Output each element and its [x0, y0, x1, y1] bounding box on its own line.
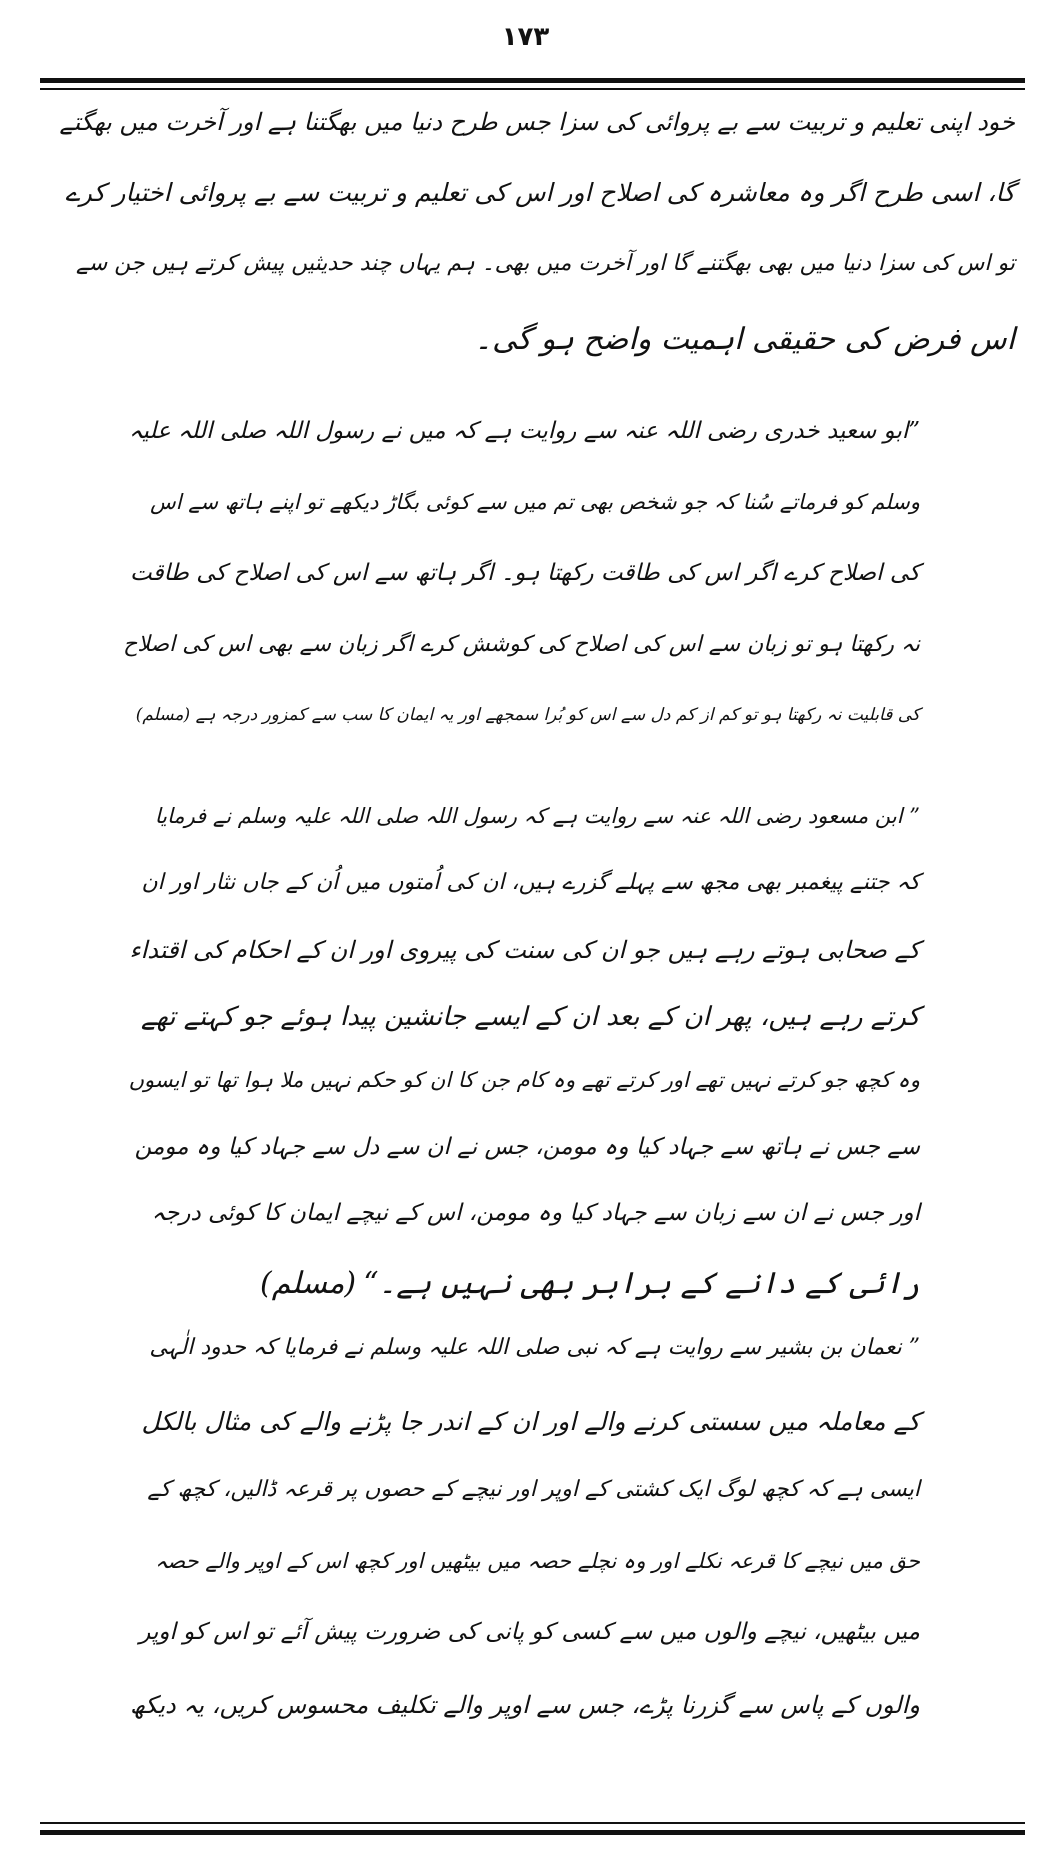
hadith-1-line-1: ”ابو سعید خدری رضی اللہ عنہ سے روایت ہے کہ میں نے رسول اللہ صلی اللہ علیہ — [128, 418, 920, 444]
hadith-2-line-2: کہ جتنے پیغمبر بھی مجھ سے پہلے گزرے ہیں، ان کی اُمتوں میں اُن کے جاں نثار اور ان — [141, 870, 920, 895]
page-number: ۱۷۳ — [501, 22, 550, 52]
hadith-2-line-8: رائی کے دانے کے برابر بھی نہیں ہے۔“ — [363, 1266, 920, 1301]
hadith-1-line-2: وسلم کو فرماتے سُنا کہ جو شخص بھی تم میں سے کوئی بگاڑ دیکھے تو اپنے ہاتھ سے اس — [150, 490, 920, 514]
header-rule-thick — [40, 78, 1025, 83]
hadith-3-line-3: ایسی ہے کہ کچھ لوگ ایک کشتی کے اوپر اور نیچے کے حصوں پر قرعہ ڈالیں، کچھ کے — [147, 1477, 920, 1502]
hadith-2-line-6: سے جس نے ہاتھ سے جہاد کیا وہ مومن، جس نے ان سے دل سے جہاد کیا وہ مومن — [134, 1134, 920, 1160]
hadith-3-line-5: میں بیٹھیں، نیچے والوں میں سے کسی کو پانی کی ضرورت پیش آئے تو اس کو اوپر — [139, 1619, 920, 1645]
intro-line-1: خود اپنی تعلیم و تربیت سے بے پروائی کی سزا جس طرح دنیا میں بھگتنا ہے اور آخرت میں بھگتے — [59, 108, 1015, 136]
hadith-2-line-4: کرتے رہے ہیں، پھر ان کے بعد ان کے ایسے جانشین پیدا ہوئے جو کہتے تھے — [141, 1002, 920, 1032]
footer-rule-thick — [40, 1830, 1025, 1835]
hadith-1-line-3: کی اصلاح کرے اگر اس کی طاقت رکھتا ہو۔ اگر ہاتھ سے اس کی اصلاح کی طاقت — [130, 560, 920, 586]
hadith-3-line-6: والوں کے پاس سے گزرنا پڑے، جس سے اوپر والے تکلیف محسوس کریں، یہ دیکھ — [129, 1691, 920, 1719]
hadith-2-citation: (مسلم) — [260, 1266, 357, 1301]
hadith-1-line-5: کی قابلیت نہ رکھتا ہو تو کم از کم دل سے اس کو بُرا سمجھے اور یہ ایمان کا سب سے کمزور درجہ ہے (مسلم) — [135, 705, 920, 725]
hadith-3-line-4: حق میں نیچے کا قرعہ نکلے اور وہ نچلے حصہ میں بیٹھیں اور کچھ اس کے اوپر والے حصہ — [155, 1549, 920, 1573]
hadith-1-line-4: نہ رکھتا ہو تو زبان سے اس کی اصلاح کی کوشش کرے اگر زبان سے بھی اس کی اصلاح — [123, 632, 920, 657]
intro-line-2: گا، اسی طرح اگر وہ معاشرہ کی اصلاح اور اس کی تعلیم و تربیت سے بے پروائی اختیار کرے — [65, 178, 1015, 207]
intro-line-4: اس فرض کی حقیقی اہمیت واضح ہو گی۔ — [474, 322, 1015, 357]
hadith-2-line-7: اور جس نے ان سے زبان سے جہاد کیا وہ مومن، اس کے نیچے ایمان کا کوئی درجہ — [151, 1200, 920, 1226]
header-rule-thin — [40, 88, 1025, 90]
hadith-3-line-1: ” نعمان بن بشیر سے روایت ہے کہ نبی صلی اللہ علیہ وسلم نے فرمایا کہ حدود الٰہی — [149, 1335, 920, 1360]
hadith-2-line-1: ” ابن مسعود رضی اللہ عنہ سے روایت ہے کہ رسول اللہ صلی اللہ علیہ وسلم نے فرمایا — [154, 804, 920, 828]
hadith-2-line-3: کے صحابی ہوتے رہے ہیں جو ان کی سنت کی پیروی اور ان کے احکام کی اقتداء — [129, 936, 920, 964]
footer-rule-thin — [40, 1822, 1025, 1824]
intro-line-3: تو اس کی سزا دنیا میں بھی بھگتنے گا اور آخرت میں بھی۔ ہم یہاں چند حدیثیں پیش کرتے ہیں جن سے — [75, 251, 1015, 276]
hadith-2-line-5: وہ کچھ جو کرتے نہیں تھے اور کرتے تھے وہ کام جن کا ان کو حکم نہیں ملا ہوا تھا تو ایسوں — [128, 1068, 920, 1092]
hadith-3-line-2: کے معاملہ میں سستی کرنے والے اور ان کے اندر جا پڑنے والے کی مثال بالکل — [141, 1407, 920, 1436]
